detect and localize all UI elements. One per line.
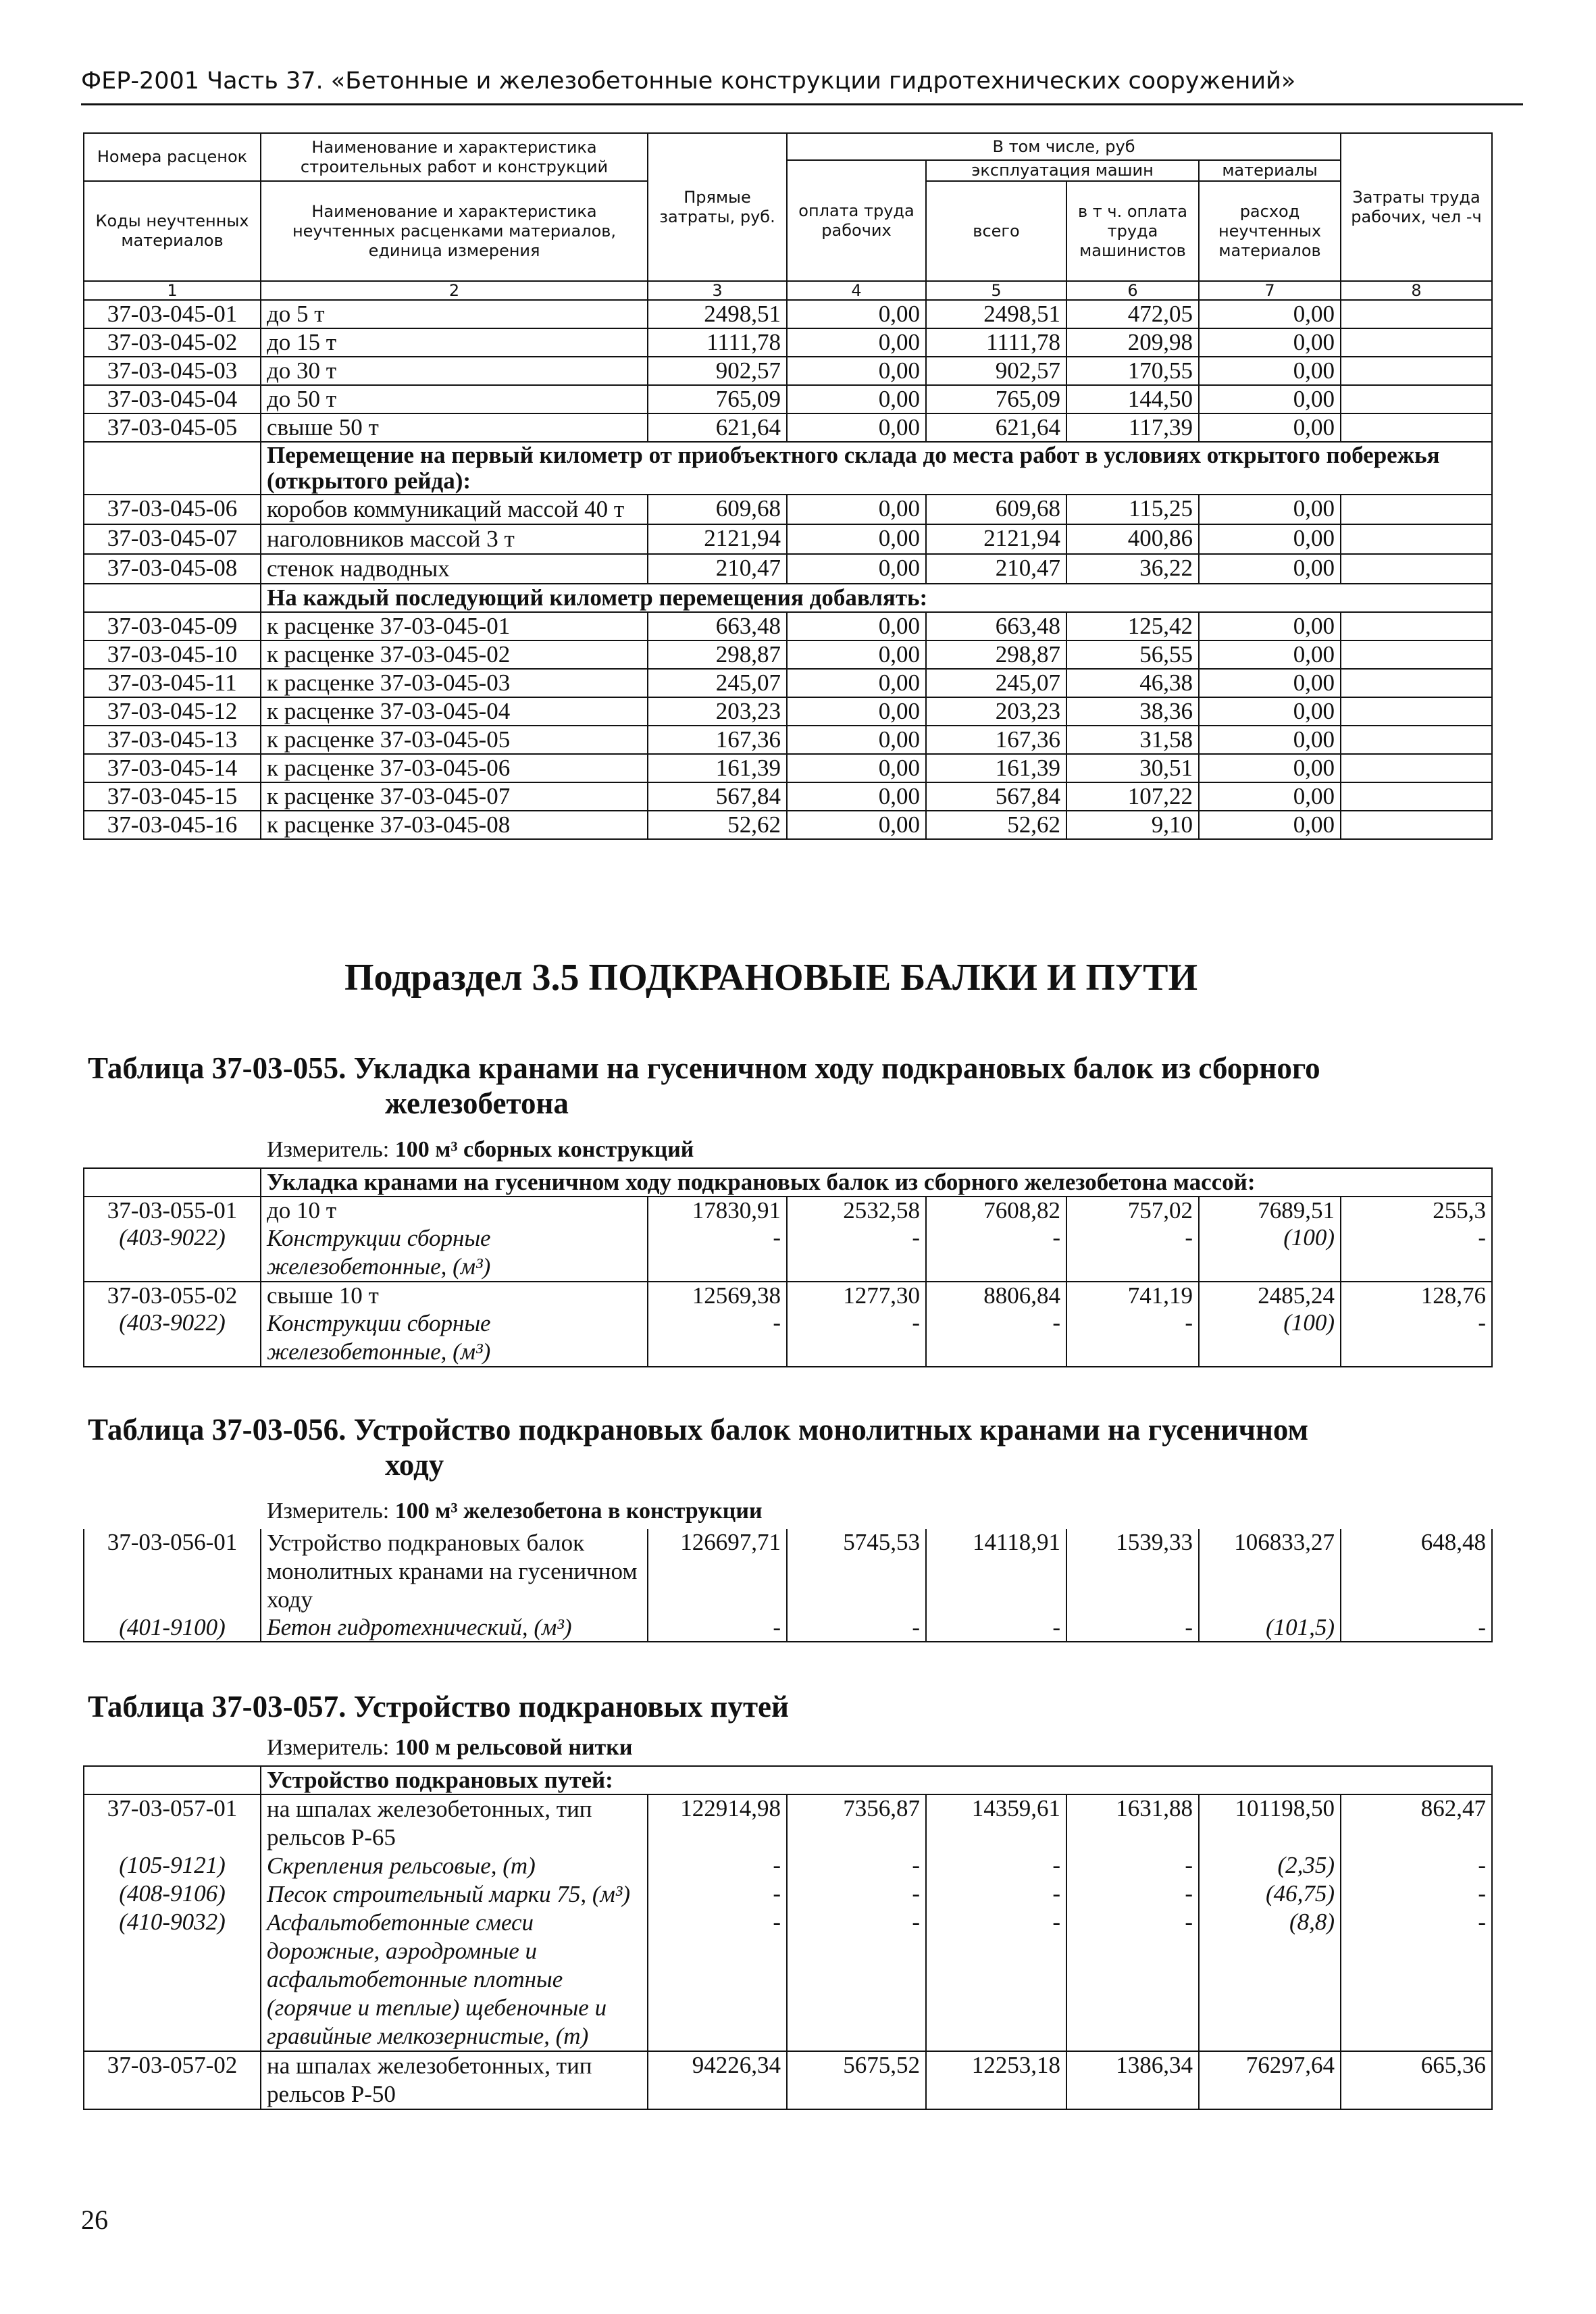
- machinists-wages: 1631,88: [1066, 1794, 1199, 1852]
- labor-hours: [1341, 300, 1492, 328]
- rate-name: на шпалах железобетонных, тип рельсов Р-65: [261, 1794, 648, 1852]
- material-value: (101,5): [1199, 1614, 1341, 1642]
- machinists-wages: 144,50: [1066, 385, 1199, 413]
- direct-costs: 210,47: [648, 554, 787, 584]
- direct-costs: 52,62: [648, 811, 787, 839]
- material-value: -: [1066, 1224, 1199, 1282]
- direct-costs: 298,87: [648, 640, 787, 669]
- machinists-wages: 30,51: [1066, 754, 1199, 782]
- machines-total: 663,48: [926, 612, 1066, 640]
- machines-total: 298,87: [926, 640, 1066, 669]
- col-wages-header: оплата труда рабочих: [787, 160, 926, 281]
- labor-hours: 255,3: [1341, 1197, 1492, 1224]
- direct-costs: 2121,94: [648, 524, 787, 554]
- material-value: -: [926, 1224, 1066, 1282]
- col-num: 4: [787, 281, 926, 300]
- materials: 0,00: [1199, 524, 1341, 554]
- material-name: Бетон гидротехнический, (м³): [261, 1614, 648, 1642]
- rate-code: 37-03-045-07: [84, 524, 261, 554]
- rate-code: 37-03-045-09: [84, 612, 261, 640]
- material-value: -: [926, 1309, 1066, 1367]
- machinists-wages: 38,36: [1066, 697, 1199, 726]
- col-num: 8: [1341, 281, 1492, 300]
- col-num: 2: [261, 281, 648, 300]
- wages: 0,00: [787, 612, 926, 640]
- rate-name: к расценке 37-03-045-01: [261, 612, 648, 640]
- table-055-title-line1: Таблица 37-03-055. Укладка кранами на гусеничном ходу подкрановых балок из сборного: [88, 1051, 1320, 1085]
- machines-total: 7608,82: [926, 1197, 1066, 1224]
- direct-costs: 12569,38: [648, 1282, 787, 1309]
- rate-code: 37-03-057-02: [84, 2051, 261, 2109]
- rates-table-057: [83, 1765, 1493, 2110]
- material-value: (100): [1199, 1309, 1341, 1367]
- labor-hours: [1341, 669, 1492, 697]
- table-057-title: Таблица 37-03-057. Устройство подкрановых путей: [88, 1690, 789, 1724]
- rate-name: до 10 т: [261, 1197, 648, 1224]
- materials: 0,00: [1199, 782, 1341, 811]
- machines-total: 210,47: [926, 554, 1066, 584]
- material-code: (105-9121): [84, 1852, 261, 1880]
- machinists-wages: 1386,34: [1066, 2051, 1199, 2109]
- labor-hours: [1341, 328, 1492, 357]
- rate-code: 37-03-045-06: [84, 495, 261, 524]
- wages: 2532,58: [787, 1197, 926, 1224]
- rate-code: 37-03-045-12: [84, 697, 261, 726]
- material-value: -: [1341, 1909, 1492, 2051]
- table-056-title-line1: Таблица 37-03-056. Устройство подкрановых балок монолитных кранами на гусеничном: [88, 1413, 1309, 1447]
- material-name: Песок строительный марки 75, (м³): [261, 1880, 648, 1909]
- direct-costs: 161,39: [648, 754, 787, 782]
- labor-hours: [1341, 413, 1492, 442]
- material-value: -: [926, 1852, 1066, 1880]
- running-header: ФЕР-2001 Часть 37. «Бетонные и железобетонные конструкции гидротехнических сооружений»: [81, 68, 1296, 95]
- rate-name: коробов коммуникаций массой 40 т: [261, 495, 648, 524]
- rate-code: 37-03-045-03: [84, 357, 261, 385]
- wages: 0,00: [787, 300, 926, 328]
- rate-code: 37-03-055-02: [84, 1282, 261, 1309]
- rate-code: 37-03-045-05: [84, 413, 261, 442]
- machines-total: 12253,18: [926, 2051, 1066, 2109]
- col-unaccounted-header: расход неучтенных материалов: [1199, 181, 1341, 281]
- direct-costs: 17830,91: [648, 1197, 787, 1224]
- materials: 0,00: [1199, 754, 1341, 782]
- rate-name: наголовников массой 3 т: [261, 524, 648, 554]
- labor-hours: [1341, 524, 1492, 554]
- machinists-wages: 1539,33: [1066, 1529, 1199, 1614]
- material-value: -: [1066, 1909, 1199, 2051]
- wages: 0,00: [787, 782, 926, 811]
- measure-value: 100 м³ железобетона в конструкции: [394, 1499, 763, 1524]
- machinists-wages: 472,05: [1066, 300, 1199, 328]
- rate-name: свыше 10 т: [261, 1282, 648, 1309]
- col-num: 1: [84, 281, 261, 300]
- rate-code: 37-03-055-01: [84, 1197, 261, 1224]
- direct-costs: 609,68: [648, 495, 787, 524]
- material-value: -: [1341, 1614, 1492, 1642]
- measure-value: 100 м³ сборных конструкций: [394, 1137, 694, 1162]
- rate-code: 37-03-045-16: [84, 811, 261, 839]
- spacer-cell: [84, 584, 261, 612]
- material-value: -: [648, 1852, 787, 1880]
- rate-name: к расценке 37-03-045-02: [261, 640, 648, 669]
- table-056-title-line2: ходу: [385, 1448, 444, 1482]
- machines-total: 567,84: [926, 782, 1066, 811]
- wages: 0,00: [787, 640, 926, 669]
- rate-name: на шпалах железобетонных, тип рельсов Р-50: [261, 2051, 648, 2109]
- materials: 0,00: [1199, 811, 1341, 839]
- direct-costs: 621,64: [648, 413, 787, 442]
- wages: 5675,52: [787, 2051, 926, 2109]
- machinists-wages: 36,22: [1066, 554, 1199, 584]
- header-rule: [81, 103, 1523, 105]
- machines-total: 14359,61: [926, 1794, 1066, 1852]
- direct-costs: 167,36: [648, 726, 787, 754]
- direct-costs: 94226,34: [648, 2051, 787, 2109]
- materials: 7689,51: [1199, 1197, 1341, 1224]
- col-num: 3: [648, 281, 787, 300]
- direct-costs: 1111,78: [648, 328, 787, 357]
- material-name: Асфальтобетонные смеси дорожные, аэродромные и асфальтобетонные плотные (горячие и теплые) щебеночные и гравийные мелкозернистые, (т): [261, 1909, 648, 2051]
- material-name: Конструкции сборные железобетонные, (м³): [261, 1224, 648, 1282]
- material-code: (408-9106): [84, 1880, 261, 1909]
- direct-costs: 122914,98: [648, 1794, 787, 1852]
- machinists-wages: 117,39: [1066, 413, 1199, 442]
- col-code-header: Номера расценок: [84, 133, 261, 181]
- direct-costs: 245,07: [648, 669, 787, 697]
- page-number: 26: [81, 2205, 108, 2235]
- rate-code: 37-03-045-02: [84, 328, 261, 357]
- material-value: -: [1341, 1880, 1492, 1909]
- labor-hours: [1341, 726, 1492, 754]
- rates-table-056: [83, 1529, 1493, 1642]
- material-value: -: [787, 1880, 926, 1909]
- measure-label: Измеритель:: [267, 1735, 395, 1760]
- direct-costs: 203,23: [648, 697, 787, 726]
- labor-hours: [1341, 357, 1492, 385]
- direct-costs: 663,48: [648, 612, 787, 640]
- machinists-wages: 209,98: [1066, 328, 1199, 357]
- material-code: (410-9032): [84, 1909, 261, 2051]
- col-direct-costs-header: Прямые затраты, руб.: [648, 133, 787, 281]
- machinists-wages: 115,25: [1066, 495, 1199, 524]
- wages: 0,00: [787, 495, 926, 524]
- machinists-wages: 757,02: [1066, 1197, 1199, 1224]
- machines-total: 765,09: [926, 385, 1066, 413]
- machinists-wages: 741,19: [1066, 1282, 1199, 1309]
- col-num: 6: [1066, 281, 1199, 300]
- rate-code: 37-03-056-01: [84, 1529, 261, 1614]
- table-056-measure: [267, 1499, 763, 1524]
- material-value: -: [648, 1909, 787, 2051]
- table-057-subhead: Устройство подкрановых путей:: [261, 1766, 1492, 1794]
- materials: 0,00: [1199, 328, 1341, 357]
- machinists-wages: 125,42: [1066, 612, 1199, 640]
- machines-total: 1111,78: [926, 328, 1066, 357]
- material-value: -: [926, 1909, 1066, 2051]
- material-value: -: [787, 1224, 926, 1282]
- material-value: -: [1341, 1852, 1492, 1880]
- rate-name: стенок надводных: [261, 554, 648, 584]
- spacer-cell: [84, 442, 261, 495]
- rate-code: 37-03-045-08: [84, 554, 261, 584]
- rate-name: до 15 т: [261, 328, 648, 357]
- materials: 0,00: [1199, 612, 1341, 640]
- material-value: (8,8): [1199, 1909, 1341, 2051]
- rate-code: 37-03-045-11: [84, 669, 261, 697]
- col-labor-header: Затраты труда рабочих, чел -ч: [1341, 133, 1492, 281]
- machines-total: 621,64: [926, 413, 1066, 442]
- machines-total: 902,57: [926, 357, 1066, 385]
- col-code-sub-header: Коды неучтенных материалов: [84, 181, 261, 281]
- labor-hours: [1341, 640, 1492, 669]
- material-value: (100): [1199, 1224, 1341, 1282]
- col-incl-header: В том числе, руб: [787, 133, 1341, 160]
- measure-label: Измеритель:: [267, 1499, 395, 1524]
- material-value: -: [926, 1614, 1066, 1642]
- rate-code: 37-03-045-04: [84, 385, 261, 413]
- rate-name: к расценке 37-03-045-04: [261, 697, 648, 726]
- machines-total: 245,07: [926, 669, 1066, 697]
- rate-name: к расценке 37-03-045-03: [261, 669, 648, 697]
- materials: 0,00: [1199, 554, 1341, 584]
- wages: 0,00: [787, 811, 926, 839]
- measure-label: Измеритель:: [267, 1137, 395, 1162]
- material-value: -: [648, 1880, 787, 1909]
- col-num: 5: [926, 281, 1066, 300]
- wages: 0,00: [787, 524, 926, 554]
- machinists-wages: 31,58: [1066, 726, 1199, 754]
- wages: 0,00: [787, 413, 926, 442]
- wages: 0,00: [787, 697, 926, 726]
- rate-code: 37-03-045-01: [84, 300, 261, 328]
- labor-hours: [1341, 495, 1492, 524]
- rate-code: 37-03-045-13: [84, 726, 261, 754]
- labor-hours: 665,36: [1341, 2051, 1492, 2109]
- rate-code: 37-03-045-15: [84, 782, 261, 811]
- machinists-wages: 56,55: [1066, 640, 1199, 669]
- rate-name: к расценке 37-03-045-05: [261, 726, 648, 754]
- direct-costs: 567,84: [648, 782, 787, 811]
- material-code: (403-9022): [84, 1224, 261, 1282]
- material-name: Скрепления рельсовые, (т): [261, 1852, 648, 1880]
- rate-code: 37-03-057-01: [84, 1794, 261, 1852]
- rate-name: к расценке 37-03-045-06: [261, 754, 648, 782]
- machines-total: 52,62: [926, 811, 1066, 839]
- rate-name: свыше 50 т: [261, 413, 648, 442]
- machines-total: 2498,51: [926, 300, 1066, 328]
- wages: 7356,87: [787, 1794, 926, 1852]
- material-value: -: [1066, 1852, 1199, 1880]
- machines-total: 203,23: [926, 697, 1066, 726]
- table-055-subhead: Укладка кранами на гусеничном ходу подкрановых балок из сборного железобетона массой:: [261, 1168, 1492, 1197]
- labor-hours: [1341, 385, 1492, 413]
- rate-name: к расценке 37-03-045-08: [261, 811, 648, 839]
- wages: 0,00: [787, 328, 926, 357]
- material-code: (403-9022): [84, 1309, 261, 1367]
- wages: 0,00: [787, 669, 926, 697]
- wages: 0,00: [787, 385, 926, 413]
- material-name: Конструкции сборные железобетонные, (м³): [261, 1309, 648, 1367]
- rate-name: до 5 т: [261, 300, 648, 328]
- col-name-header: Наименование и характеристика строительных работ и конструкций: [261, 133, 648, 181]
- col-materials-header: материалы: [1199, 160, 1341, 181]
- materials: 0,00: [1199, 385, 1341, 413]
- materials: 0,00: [1199, 640, 1341, 669]
- table-056-title: [88, 1412, 1489, 1482]
- rate-code: 37-03-045-14: [84, 754, 261, 782]
- machines-total: 161,39: [926, 754, 1066, 782]
- wages: 5745,53: [787, 1529, 926, 1614]
- col-machines-header: эксплуатация машин: [926, 160, 1199, 181]
- rate-name: до 30 т: [261, 357, 648, 385]
- machinists-wages: 170,55: [1066, 357, 1199, 385]
- col-machines-total-header: всего: [926, 181, 1066, 281]
- materials: 0,00: [1199, 697, 1341, 726]
- labor-hours: [1341, 811, 1492, 839]
- machines-total: 2121,94: [926, 524, 1066, 554]
- rates-table-055: [83, 1167, 1493, 1441]
- machines-total: 8806,84: [926, 1282, 1066, 1309]
- machines-total: 14118,91: [926, 1529, 1066, 1614]
- machines-total: 609,68: [926, 495, 1066, 524]
- wages: 0,00: [787, 357, 926, 385]
- materials: 0,00: [1199, 495, 1341, 524]
- material-value: -: [1066, 1614, 1199, 1642]
- table-057-measure: [267, 1735, 632, 1761]
- labor-hours: [1341, 754, 1492, 782]
- labor-hours: [1341, 697, 1492, 726]
- rates-table-045: [83, 132, 1493, 840]
- col-machinists-header: в т ч. оплата труда машинистов: [1066, 181, 1199, 281]
- material-value: -: [787, 1309, 926, 1367]
- machinists-wages: 46,38: [1066, 669, 1199, 697]
- materials: 0,00: [1199, 669, 1341, 697]
- machines-total: 167,36: [926, 726, 1066, 754]
- col-num: 7: [1199, 281, 1341, 300]
- materials: 0,00: [1199, 300, 1341, 328]
- subhead-first-km: Перемещение на первый километр от приобъектного склада до места работ в условиях открытого побережья (открытого рейда):: [261, 442, 1492, 495]
- material-value: -: [648, 1614, 787, 1642]
- material-value: -: [1066, 1309, 1199, 1367]
- material-value: -: [1341, 1309, 1492, 1367]
- rate-name: до 50 т: [261, 385, 648, 413]
- material-value: -: [787, 1614, 926, 1642]
- direct-costs: 765,09: [648, 385, 787, 413]
- direct-costs: 2498,51: [648, 300, 787, 328]
- material-value: -: [648, 1309, 787, 1367]
- table-055-title: [88, 1051, 1489, 1121]
- subsection-title: Подраздел 3.5 ПОДКРАНОВЫЕ БАЛКИ И ПУТИ: [344, 957, 1198, 999]
- materials: 2485,24: [1199, 1282, 1341, 1309]
- labor-hours: 648,48: [1341, 1529, 1492, 1614]
- rate-code: 37-03-045-10: [84, 640, 261, 669]
- material-value: -: [787, 1909, 926, 2051]
- material-value: -: [787, 1852, 926, 1880]
- labor-hours: [1341, 554, 1492, 584]
- machinists-wages: 107,22: [1066, 782, 1199, 811]
- material-code: (401-9100): [84, 1614, 261, 1642]
- spacer-cell: [84, 1168, 261, 1197]
- labor-hours: [1341, 612, 1492, 640]
- wages: 0,00: [787, 754, 926, 782]
- materials: 106833,27: [1199, 1529, 1341, 1614]
- direct-costs: 126697,71: [648, 1529, 787, 1614]
- rate-name: к расценке 37-03-045-07: [261, 782, 648, 811]
- material-value: (46,75): [1199, 1880, 1341, 1909]
- material-value: -: [1341, 1224, 1492, 1282]
- material-value: -: [926, 1880, 1066, 1909]
- machinists-wages: 400,86: [1066, 524, 1199, 554]
- material-value: -: [648, 1224, 787, 1282]
- labor-hours: 128,76: [1341, 1282, 1492, 1309]
- wages: 1277,30: [787, 1282, 926, 1309]
- material-value: -: [1066, 1880, 1199, 1909]
- col-name-sub-header: Наименование и характеристика неучтенных расценками материалов, единица измерения: [261, 181, 648, 281]
- materials: 0,00: [1199, 726, 1341, 754]
- measure-value: 100 м рельсовой нитки: [394, 1735, 633, 1760]
- materials: 0,00: [1199, 413, 1341, 442]
- direct-costs: 902,57: [648, 357, 787, 385]
- wages: 0,00: [787, 726, 926, 754]
- table-055-measure: [267, 1137, 694, 1163]
- spacer-cell: [84, 1766, 261, 1794]
- machinists-wages: 9,10: [1066, 811, 1199, 839]
- materials: 101198,50: [1199, 1794, 1341, 1852]
- labor-hours: [1341, 782, 1492, 811]
- materials: 0,00: [1199, 357, 1341, 385]
- subhead-each-km: На каждый последующий километр перемещения добавлять:: [261, 584, 1492, 612]
- material-value: (2,35): [1199, 1852, 1341, 1880]
- labor-hours: 862,47: [1341, 1794, 1492, 1852]
- table-055-title-line2: железобетона: [385, 1086, 569, 1120]
- wages: 0,00: [787, 554, 926, 584]
- materials: 76297,64: [1199, 2051, 1341, 2109]
- rate-name: Устройство подкрановых балок монолитных кранами на гусеничном ходу: [261, 1529, 648, 1614]
